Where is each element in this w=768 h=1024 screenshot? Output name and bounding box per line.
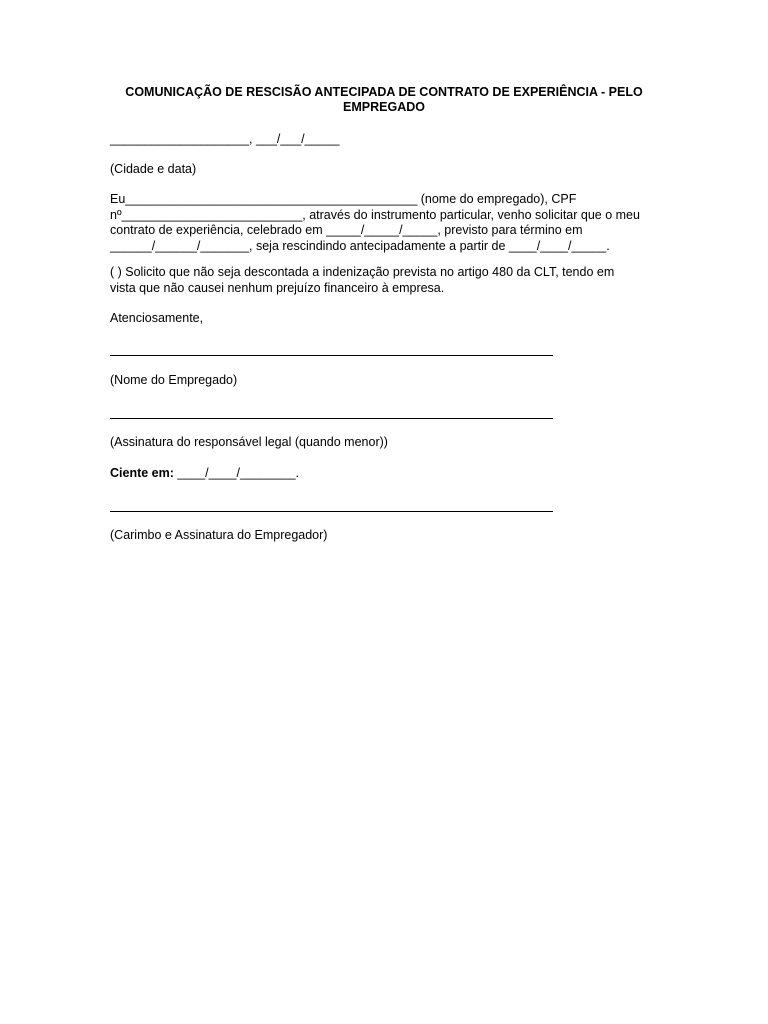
acknowledged-blanks: ____/____/________.	[173, 466, 300, 480]
closing-text: Atenciosamente,	[110, 311, 204, 325]
title-line-2: EMPREGADO	[343, 100, 425, 114]
guardian-signature-label: (Assinatura do responsável legal (quando menor))	[110, 435, 388, 449]
employee-name-label: (Nome do Empregado)	[110, 373, 238, 387]
employer-signature-label: (Carimbo e Assinatura do Empregador)	[110, 528, 328, 542]
document-title	[100, 85, 668, 115]
request-line: ( ) Solicito que não seja descontada a indenização prevista no artigo 480 da CLT, tendo em	[110, 265, 615, 279]
employer-signature-line	[110, 511, 553, 512]
statement-line: ______/______/_______, seja rescindindo antecipadamente a partir de ____/____/_____.	[110, 238, 610, 253]
statement-line: nº__________________________, através do instrumento particular, venho solicitar que o meu	[110, 207, 640, 222]
acknowledged-label: Ciente em:	[110, 466, 174, 480]
acknowledged-line	[110, 466, 299, 481]
city-date-label: (Cidade e data)	[110, 162, 197, 176]
statement-line: Eu__________________________________________ (nome do empregado), CPF	[110, 192, 577, 206]
statement-paragraph	[110, 192, 670, 254]
request-paragraph	[110, 265, 670, 296]
request-line: vista que não causei nenhum prejuízo financeiro à empresa.	[110, 280, 445, 295]
guardian-signature-line	[110, 418, 553, 419]
employee-name-signature-line	[110, 355, 553, 356]
statement-line: contrato de experiência, celebrado em _____/_____/_____, previsto para término em	[110, 223, 583, 237]
title-line-1: COMUNICAÇÃO DE RESCISÃO ANTECIPADA DE CONTRATO DE EXPERIÊNCIA - PELO	[125, 85, 643, 99]
city-date-blanks: ____________________, ___/___/_____	[110, 132, 340, 146]
